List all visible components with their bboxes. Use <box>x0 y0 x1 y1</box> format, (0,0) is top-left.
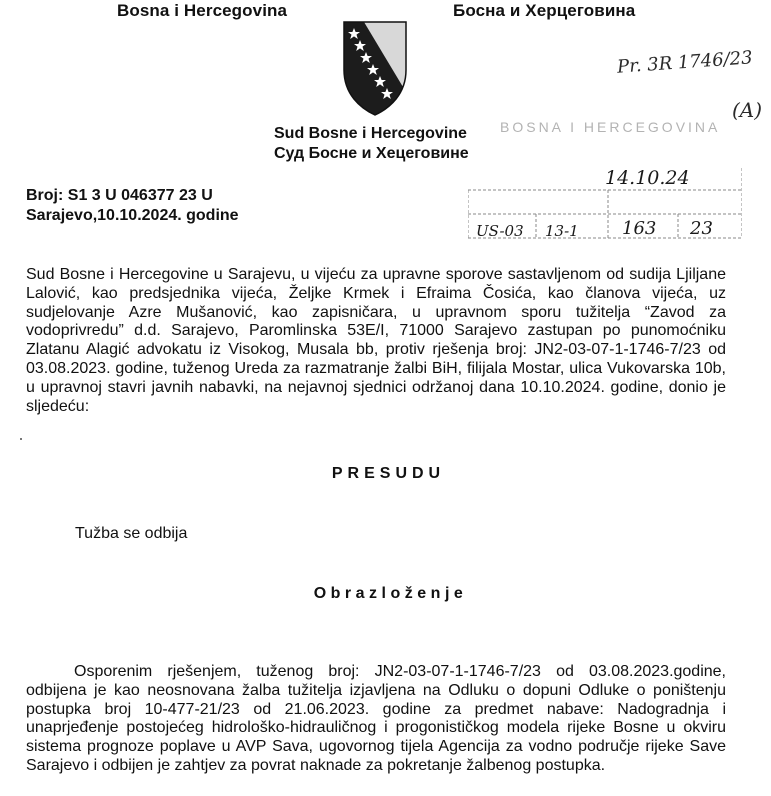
coat-of-arms-icon <box>342 20 408 117</box>
verdict-text: Tužba se odbija <box>75 525 188 542</box>
case-number: Broj: S1 3 U 046377 23 U <box>26 187 213 204</box>
verdict-heading: PRESUDU <box>331 465 446 482</box>
header-title-cyrillic: Босна и Херцеговина <box>453 1 636 20</box>
stamp-cell-4: 23 <box>690 218 713 239</box>
stamp-cell-2: 13-1 <box>545 222 579 240</box>
handwritten-mark: (A) <box>732 98 763 122</box>
reasoning-paragraph: Osporenim rješenjem, tuženog broj: JN2-03-07-1-1746-7/23 od 03.08.2023.godine, odbijena je kao neosnovana žalba tužitelja izjavljena na Odluku o dopuni Odluke o poništenju postupka broj 10-477-21/23 od 21.06.2023. godine za predmet nabave: Nadogradnja i unaprjeđenje postojećeg hidrološko-hidrauličnog i progonističkog modela rijeke Bosne u okviru sistema prognoze poplave u AVP Sava, ugovornog tijela Agencija za vodno područje rijeke Save Sarajevo i odbijen je zahtjev za povrat naknade za pokretanje žalbenog postupka. <box>26 663 726 774</box>
place-date: Sarajevo,10.10.2024. godine <box>26 207 239 224</box>
court-name-cyrillic: Суд Босне и Хецеговине <box>274 145 469 162</box>
intro-paragraph: Sud Bosne i Hercegovine u Sarajevu, u vijeću za upravne sporove sastavljenom od sudija Ljiljane Lalović, kao predsjednika vijeća, Željke Krmek i Efraima Čosića, kao članova vijeća, uz sudjelovanje Azre Mušanović, kao zapisničara, u upravnom sporu tužitelja “Zavod za vodoprivredu” d.d. Sarajevo, Paromlinska 53E/I, 71000 Sarajevo zastupan po punomoćniku Zlatanu Alagić advokatu iz Visokog, Musala bb, protiv rješenja broj: JN2-03-07-1-1746-7/23 od 03.08.2023. godine, tuženog Ureda za razmatranje žalbi BiH, filijala Mostar, ulica Vukovarska 10b, u upravnoj stavri javnih nabavki, na nejavnoj sjednici održanoj dana 10.10.2024. godine, donio je sljedeću: <box>26 266 726 415</box>
scan-speck <box>20 438 22 440</box>
stamp-date: 14.10.24 <box>605 167 690 189</box>
header-title-latin: Bosna i Hercegovina <box>117 1 288 20</box>
faint-stamp-line: BOSNA I HERCEGOVINA <box>500 119 721 135</box>
handwritten-reference: Pr. 3R 1746/23 <box>616 47 754 78</box>
reasoning-heading: Obrazloženje <box>313 585 468 602</box>
court-name-latin: Sud Bosne i Hercegovine <box>274 125 467 142</box>
stamp-cell-1: US-03 <box>476 222 524 240</box>
stamp-cell-3: 163 <box>622 218 657 239</box>
